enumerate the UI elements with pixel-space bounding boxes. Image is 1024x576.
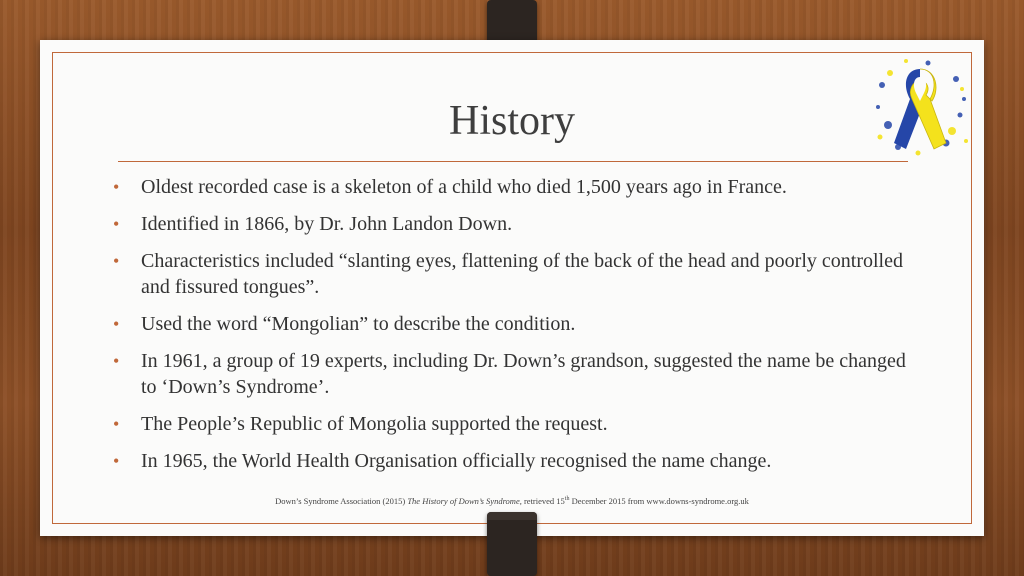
bullet-text: Characteristics included “slanting eyes, flattening of the back of the head and poorly controlled and fissured tongues”. [141, 250, 903, 298]
binder-clip-bottom [487, 512, 537, 576]
title-divider [118, 161, 908, 162]
bullet-text: In 1965, the World Health Organisation officially recognised the name change. [141, 450, 772, 472]
bullet-dot-icon: • [113, 214, 120, 234]
bullet-dot-icon: • [113, 177, 120, 197]
slide-title: History [449, 98, 575, 144]
bullet-text: The People’s Republic of Mongolia supported the request. [141, 413, 608, 435]
citation-middle: , retrieved 15 [519, 496, 565, 506]
list-item [113, 174, 913, 200]
list-item [113, 248, 913, 300]
bullet-list [113, 174, 913, 485]
bullet-dot-icon: • [113, 414, 120, 434]
bullet-text: Oldest recorded case is a skeleton of a child who died 1,500 years ago in France. [141, 176, 787, 198]
bullet-dot-icon: • [113, 314, 120, 334]
list-item [113, 411, 913, 437]
bullet-text: In 1961, a group of 19 experts, including Dr. Down’s grandson, suggested the name be changed to ‘Down’s Syndrome’. [141, 350, 906, 398]
citation-title: The History of Down’s Syndrome [407, 496, 520, 506]
bullet-dot-icon: • [113, 351, 120, 371]
citation [0, 496, 1024, 506]
bullet-text: Used the word “Mongolian” to describe the condition. [141, 313, 576, 335]
citation-sup: th [564, 496, 570, 503]
list-item [113, 211, 913, 237]
list-item [113, 311, 913, 337]
list-item [113, 348, 913, 400]
bullet-text: Identified in 1866, by Dr. John Landon Down. [141, 213, 513, 235]
citation-suffix: December 2015 from www.downs-syndrome.org.uk [569, 496, 749, 506]
list-item [113, 448, 913, 474]
bullet-dot-icon: • [113, 251, 120, 271]
citation-prefix: Down’s Syndrome Association (2015) [275, 496, 408, 506]
bullet-dot-icon: • [113, 451, 120, 471]
